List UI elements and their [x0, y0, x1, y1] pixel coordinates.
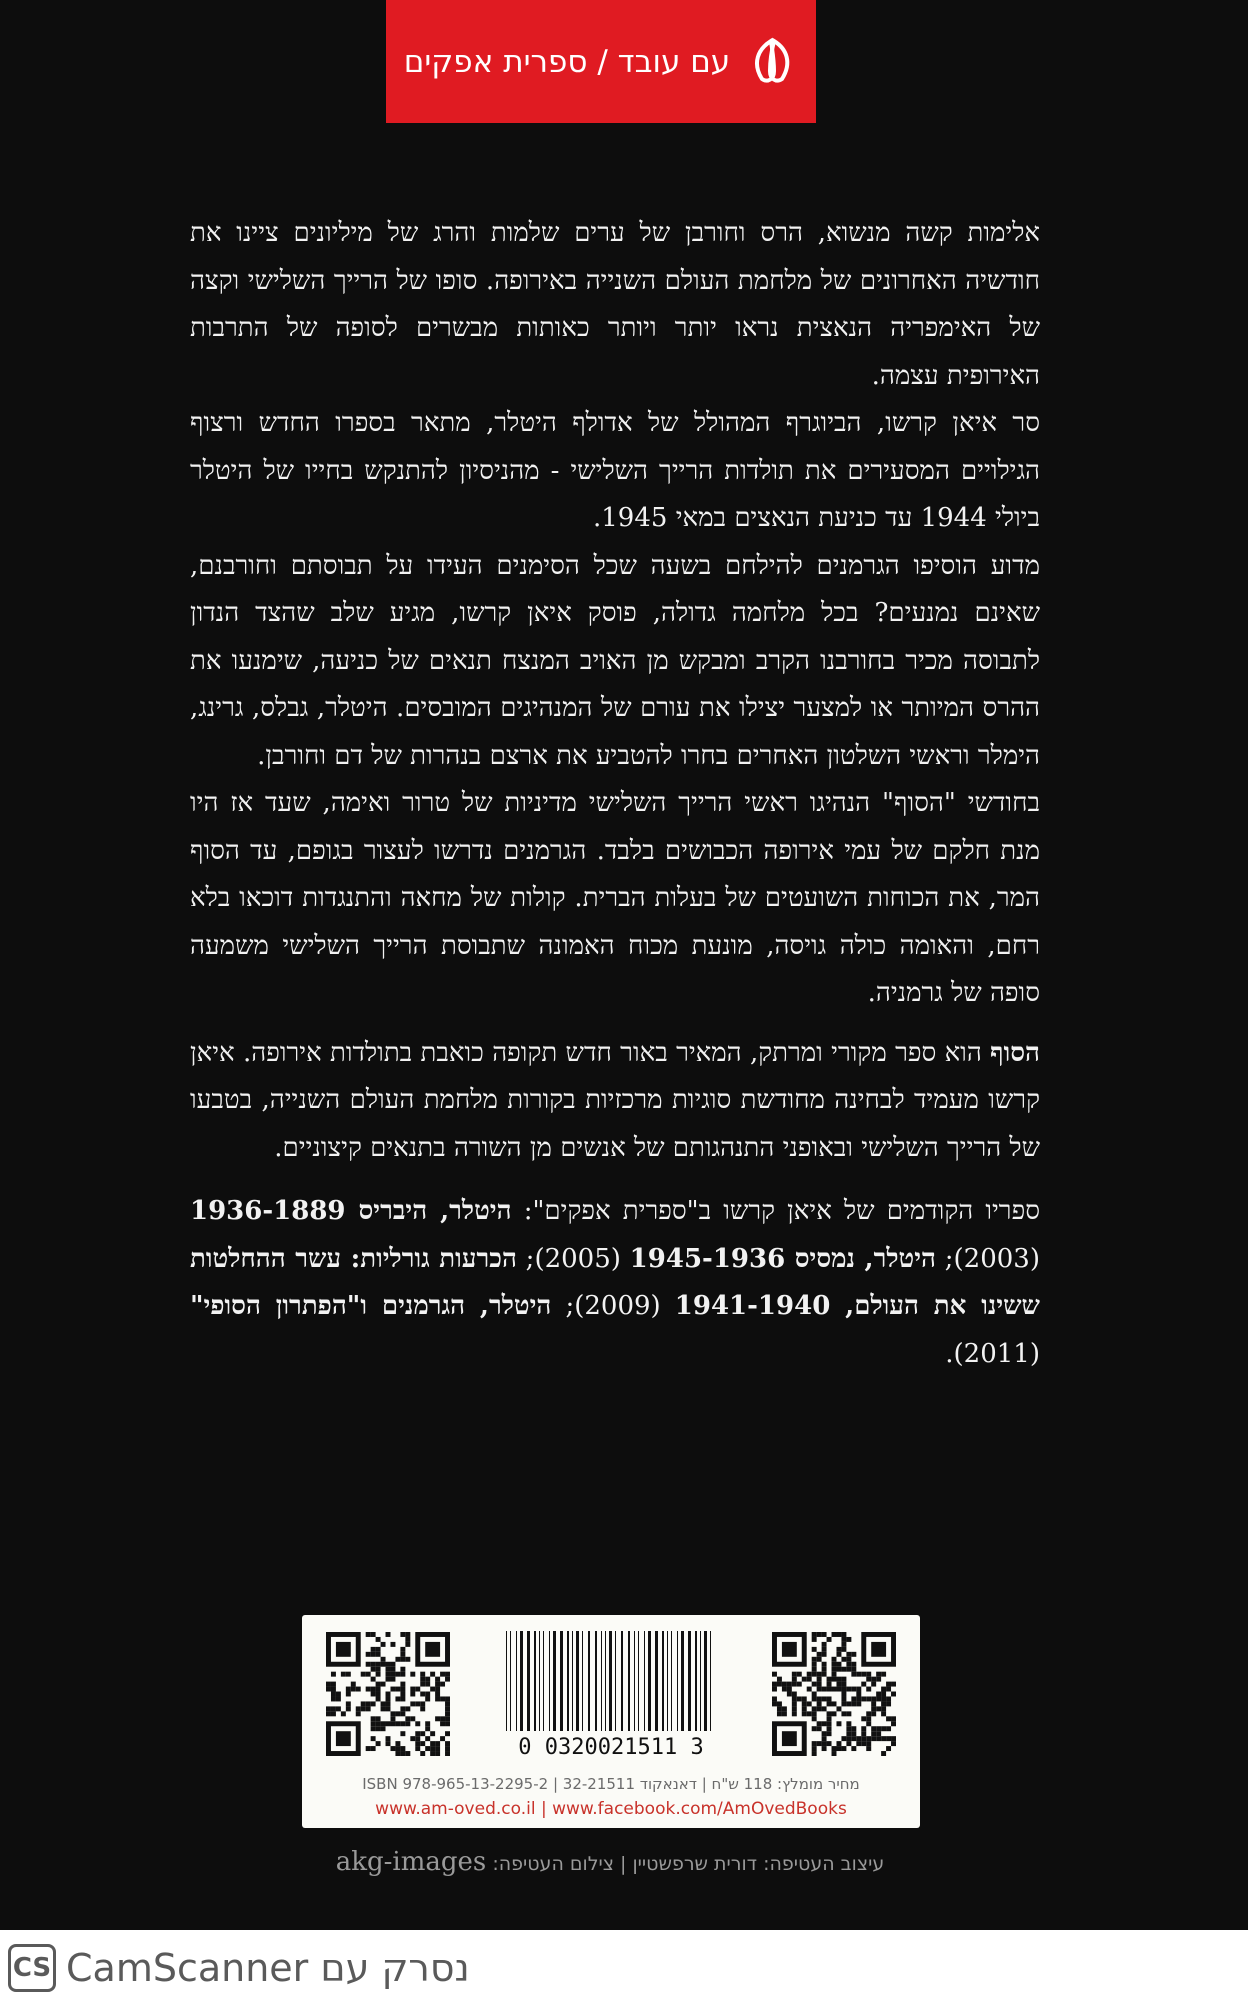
previous-book-year: (2005); — [516, 1243, 630, 1274]
watermark-text: CamScanner נסרק עם — [66, 1946, 470, 1990]
qr-code-icon — [772, 1632, 896, 1756]
blurb-paragraph: בחודשי "הסוף" הנהיגו ראשי הרייך השלישי מדיניות של טרור ואימה, שעד אז היו מנת חלקם של עמי אירופה הכבושים בלבד. הגרמנים נדרשו לעצור בגופם, עד הסוף המר, את הכוחות השועטים של בעלות הברית. קולות של מחאה והתנגדות דוכאו בלא רחם, והאומה כולה גויסה, מונעת מכוח האמונה שתבוסת הרייך השלישי משמעה סופה של גרמניה. — [190, 788, 1040, 1008]
blurb-paragraph: מדוע הוסיפו הגרמנים להילחם בשעה שכל הסימנים העידו על תבוסתם וחורבנם, שאינם נמנעים? בכל מלחמה גדולה, פוסק איאן קרשו, מגיע שלב שהצד הנדון לתבוסה מכיר בחורבנו הקרב ומבקש מן האויב המנצח תנאים של כניעה, שימנעו את ההרס המיותר או למצער יצילו את עורם של המנהיגים המובסים. היטלר, גבלס, גרינג, הימלר וראשי השלטון האחרים בחרו להטביע את ארצם בנהרות של דם וחורבן. — [190, 550, 1040, 771]
publisher-website-link[interactable]: www.am-oved.co.il — [375, 1799, 536, 1819]
publisher-banner — [386, 0, 816, 123]
cover-design-credit: עיצוב העטיפה: דורית שרפשטיין | צילום העטיפה: — [492, 1853, 885, 1875]
previous-book-year: (2011). — [945, 1338, 1040, 1369]
barcode-sticker — [302, 1615, 920, 1828]
previous-books-intro: ספריו הקודמים של איאן קרשו ב"ספרית אפקים": — [511, 1196, 1040, 1226]
separator: | — [540, 1799, 553, 1819]
camscanner-logo-icon: CS — [8, 1944, 56, 1992]
blurb-paragraph: אלימות קשה מנשוא, הרס וחורבן של ערים שלמות והרג של מיליונים ציינו את חודשיה האחרונים של מלחמת העולם השנייה באירופה. סופו של הרייך השלישי וקצה של האימפריה הנאצית נראו יותר ויותר כאותות מבשרים לסופה של התרבות האירופית עצמה. — [190, 218, 1040, 391]
previous-book-title: הכרעות גורליות: עשר ההחלטות ששינו את העולם, 1941-1940 — [190, 1243, 1040, 1321]
photo-agency: akg-images — [335, 1847, 487, 1877]
price-isbn-line: מחיר מומלץ: 118 ש"ח | דאנאקוד 32-21511 | ISBN 978-965-13-2295-2 — [362, 1775, 860, 1793]
back-cover-blurb — [190, 210, 1040, 1378]
publisher-name: עם עובד / ספרית אפקים — [403, 43, 731, 80]
blurb-summary — [190, 1030, 1040, 1173]
previous-book-year: (2009); — [551, 1291, 675, 1321]
previous-book-year: (2003); — [936, 1243, 1040, 1274]
double-leaf-logo-icon — [744, 35, 798, 89]
previous-book-title: היטלר, הגרמנים ו"הפתרון הסופי" — [190, 1291, 552, 1321]
web-links — [320, 1799, 902, 1819]
scanner-watermark — [8, 1938, 470, 1998]
barcode-number: 0 0320021511 3 — [518, 1735, 704, 1760]
blurb-paragraph: סר איאן קרשו, הביוגרף המהולל של אדולף היטלר, מתאר בספרו החדש ורצוף הגילויים המסעירים את תולדות הרייך השלישי - מהניסיון להתנקש בחייו של היטלר ביולי 1944 עד כניעת הנאצים במאי 1945. — [190, 408, 1040, 533]
summary-text: הוא ספר מקורי ומרתק, המאיר באור חדש תקופה כואבת בתולדות אירופה. איאן קרשו מעמיד לבחינה מחודשת סוגיות מרכזיות בקורות מלחמת העולם השנייה, בטבעו של הרייך השלישי ובאופני התנהגותם של אנשים מן השורה בתנאים קיצוניים. — [190, 1037, 1040, 1163]
barcode-icon — [502, 1631, 720, 1731]
book-title: הסוף — [990, 1037, 1040, 1068]
cover-credits — [300, 1847, 920, 1877]
qr-code-icon — [326, 1632, 450, 1756]
previous-book-title: היטלר, היבריס 1936-1889 — [190, 1196, 512, 1226]
previous-book-title: היטלר, נמסיס 1945-1936 — [629, 1243, 937, 1274]
previous-books — [190, 1188, 1040, 1378]
facebook-link[interactable]: www.facebook.com/AmOvedBooks — [552, 1799, 847, 1819]
